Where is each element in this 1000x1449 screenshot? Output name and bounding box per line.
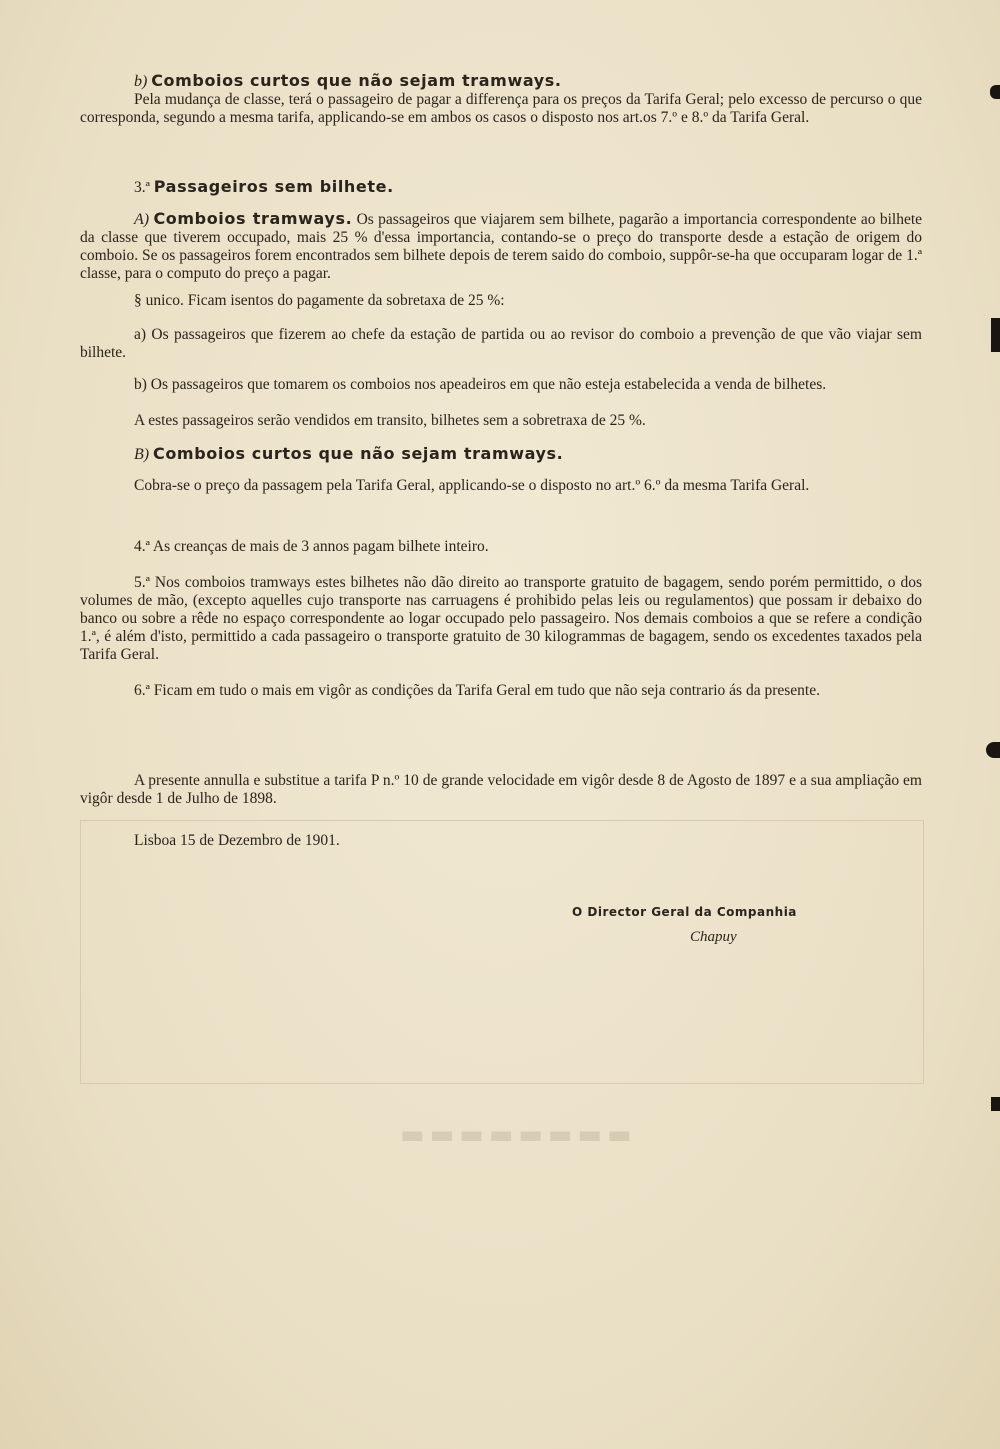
section-3b-heading: B) Comboios curtos que não sejam tramways. (134, 444, 564, 463)
condition-5: 5.ª Nos comboios tramways estes bilhetes não dão direito ao transporte gratuito de bagagem, sendo porém permittido, o dos volumes de mão, (excepto aquelles cujo transporte nas carruagens é prohibido pelas leis ou regulamentos) que possam ir debaixo do banco ou sobre a rêde no espaço correspondente ao logar occupado pelo passageiro. Nos demais comboios a que se refere a condição 1.ª, é além d'isto, permittido a cada passageiro o transporte gratuito de 30 kilogrammas de bagagem, sendo os excedentes taxados pela Tarifa Geral. (80, 574, 922, 663)
signature-name: Chapuy (690, 929, 737, 945)
bleed-through: ▬▬▬▬▬▬▬▬ (400, 1120, 637, 1150)
item-b: b) Os passageiros que tomarem os comboios nos apeadeiros em que não esteja estabelecida a venda de bilhetes. (134, 376, 827, 393)
section-3-heading: 3.ª Passageiros sem bilhete. (134, 177, 394, 196)
section-b-text: Pela mudança de classe, terá o passageiro de pagar a differença para os preços da Tarifa Geral; pelo excesso de percurso o que corresponda, segundo a mesma tarifa, applicando-se em ambos os casos o disposto nos art.os 7.º e 8.º da Tarifa Geral. (80, 91, 922, 126)
faded-table-frame (80, 820, 924, 1084)
section-b-heading: b) Comboios curtos que não sejam tramways. (134, 71, 562, 90)
section-3a-text: A) Comboios tramways. Os passageiros que viajarem sem bilhete, pagarão a importancia correspondente ao bilhete da classe que tiverem occupado, mais 25 % d'essa importancia, contando-se o preço do transporte desde a estação de origem do comboio. Se os passageiros forem encontrados sem bilhete depois de terem saido do comboio, suppôr-se-ha que occuparam logar de 1.ª classe, para o computo do preço a pagar. (80, 209, 923, 282)
date-line: Lisboa 15 de Dezembro de 1901. (134, 832, 340, 849)
edge-mark (986, 742, 1000, 758)
edge-mark (991, 318, 1000, 352)
item-b-note: A estes passageiros serão vendidos em transito, bilhetes sem a sobretraxa de 25 %. (134, 412, 646, 429)
section-3b-text: Cobra-se o preço da passagem pela Tarifa Geral, applicando-se o disposto no art.º 6.º da mesma Tarifa Geral. (134, 477, 810, 494)
annulment-note: A presente annulla e substitue a tarifa P n.º 10 de grande velocidade em vigôr desde 8 de Agosto de 1897 e a sua ampliação em vigôr desde 1 de Julho de 1898. (80, 772, 922, 807)
condition-4: 4.ª As creanças de mais de 3 annos pagam bilhete inteiro. (134, 538, 489, 555)
item-a: a) Os passageiros que fizerem ao chefe da estação de partida ou ao revisor do comboio a prevenção de que vão viajar sem bilhete. (80, 326, 922, 361)
edge-mark (990, 85, 1000, 99)
paragraph-unico: § unico. Ficam isentos do pagamente da sobretaxa de 25 %: (134, 292, 505, 309)
signature-title: O Director Geral da Companhia (572, 905, 797, 919)
condition-6: 6.ª Ficam em tudo o mais em vigôr as condições da Tarifa Geral em tudo que não seja contrario ás da presente. (134, 682, 820, 699)
edge-mark (991, 1097, 1000, 1111)
